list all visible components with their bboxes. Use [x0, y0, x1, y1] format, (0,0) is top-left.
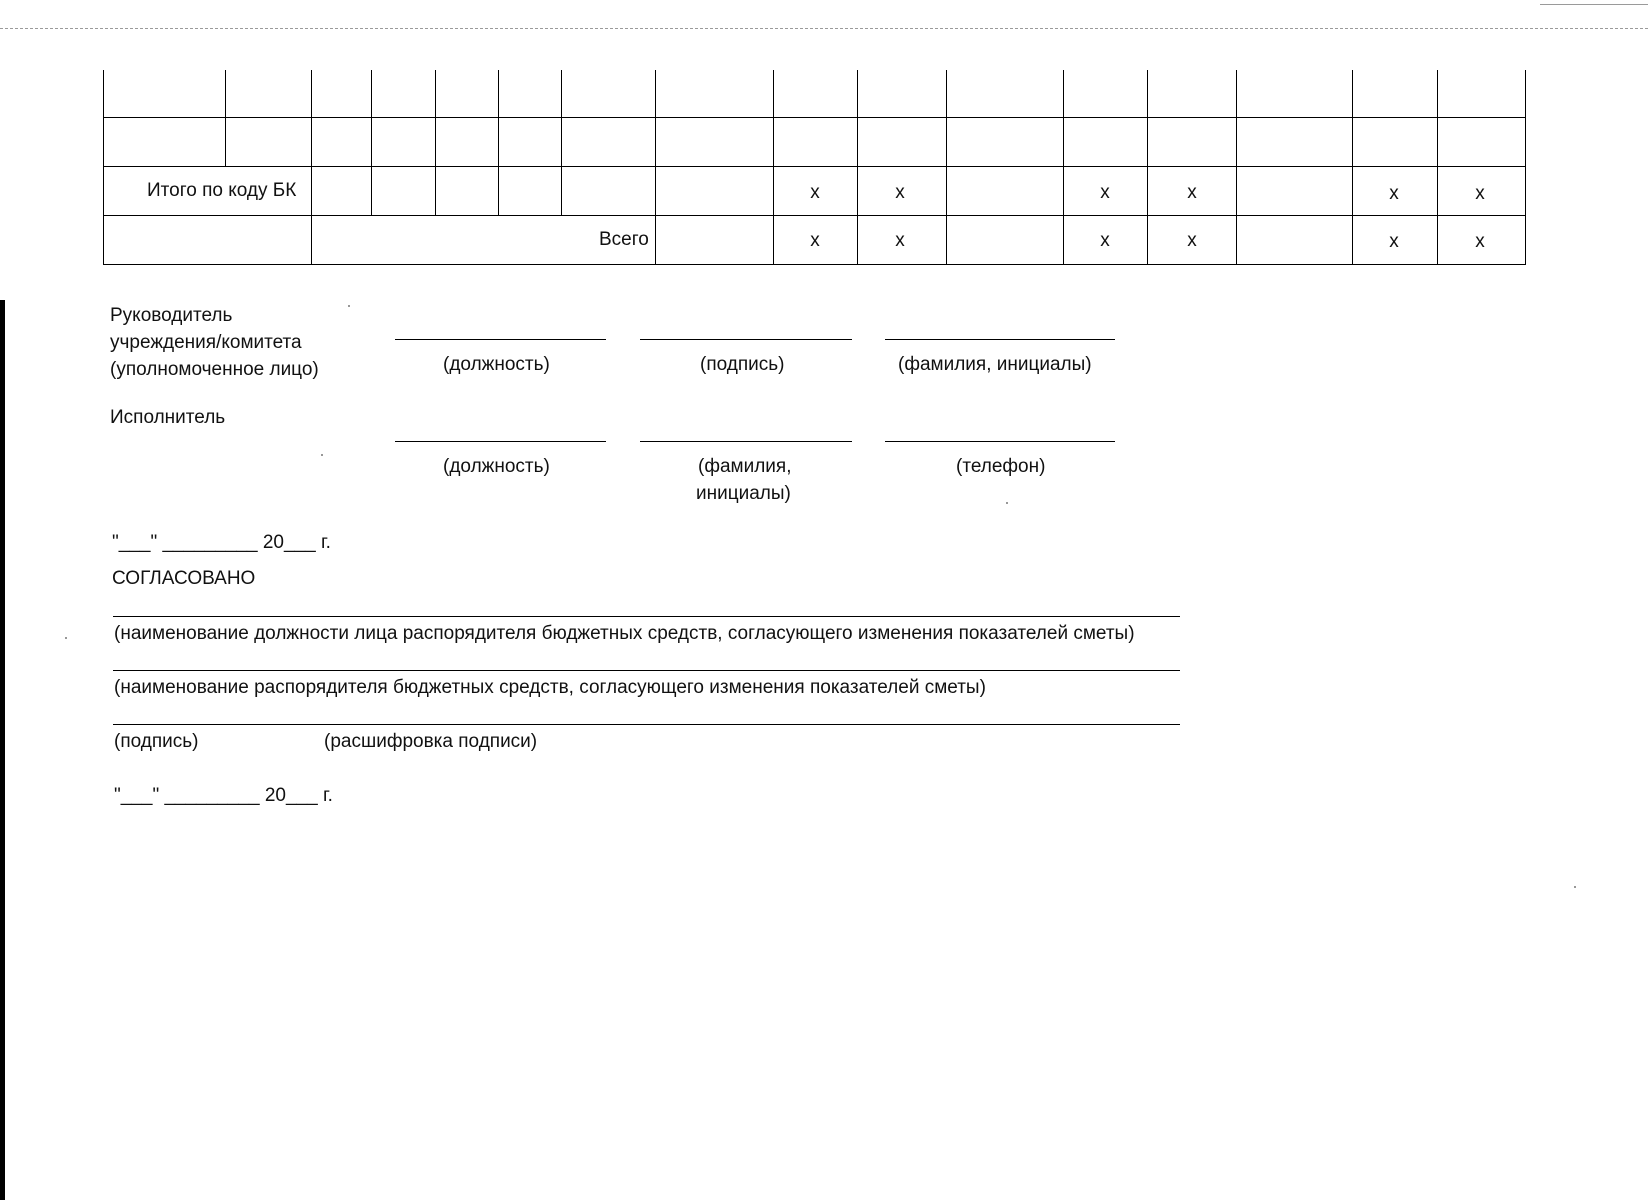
table-col-divider [1063, 70, 1064, 265]
subtotal-x-mark: x [1389, 183, 1399, 204]
table-col-divider [1437, 70, 1438, 265]
table-col-divider [1147, 70, 1148, 265]
head-position-line [395, 339, 606, 340]
subtotal-x-mark: x [1475, 183, 1485, 204]
approval-signature-decoding-caption: (расшифровка подписи) [324, 731, 538, 752]
subtotal-label: Итого по коду БК [147, 180, 297, 201]
scan-speck [348, 305, 350, 307]
scan-artifact-top-line [0, 28, 1648, 29]
table-col-divider [561, 70, 562, 216]
approval-organization-caption: (наименование распорядителя бюджетных средств, согласующего изменения показателей сметы) [114, 677, 986, 698]
approval-signature-line [113, 724, 1180, 725]
scan-speck [65, 637, 67, 639]
table-col-divider [1236, 70, 1237, 265]
approval-official-line [113, 616, 1180, 617]
total-x-mark: x [810, 230, 820, 251]
total-x-mark: x [1389, 231, 1399, 252]
total-x-mark: x [895, 230, 905, 251]
executor-name-caption-line-2: инициалы) [696, 483, 791, 504]
scan-speck [1574, 886, 1576, 888]
table-col-divider [857, 70, 858, 265]
scan-speck [321, 454, 323, 456]
total-x-mark: x [1475, 231, 1485, 252]
table-bottom-border [103, 264, 1526, 265]
scan-artifact-corner-line [1540, 4, 1648, 5]
subtotal-x-mark: x [1100, 182, 1110, 203]
head-position-caption: (должность) [443, 354, 550, 375]
table-col-divider [371, 70, 372, 216]
approval-organization-line [113, 670, 1180, 671]
scan-speck [1006, 502, 1008, 504]
table-col-divider [946, 70, 947, 265]
signature-date-line: "___" _________ 20___ г. [112, 532, 331, 553]
total-x-mark: x [1187, 230, 1197, 251]
head-label-line-1: Руководитель [110, 305, 233, 326]
head-name-caption: (фамилия, инициалы) [898, 354, 1092, 375]
executor-phone-line [885, 441, 1115, 442]
approval-signature-caption: (подпись) [114, 731, 199, 752]
total-x-mark: x [1100, 230, 1110, 251]
table-col-divider [225, 70, 226, 167]
total-label: Всего [599, 229, 649, 250]
head-name-line [885, 339, 1115, 340]
table-row-divider [103, 166, 1526, 167]
table-col-divider [498, 70, 499, 216]
approval-date-line: "___" _________ 20___ г. [114, 785, 333, 806]
table-right-border [1525, 70, 1526, 265]
approval-title: СОГЛАСОВАНО [112, 568, 256, 589]
head-signature-line [640, 339, 852, 340]
table-col-divider [655, 70, 656, 265]
table-col-divider [773, 70, 774, 265]
table-col-divider [435, 70, 436, 216]
executor-position-line [395, 441, 606, 442]
executor-label: Исполнитель [110, 407, 226, 428]
table-col-divider [1352, 70, 1353, 265]
estimate-table [103, 70, 1526, 266]
subtotal-x-mark: x [895, 182, 905, 203]
scan-artifact-left-edge [0, 300, 5, 1200]
table-row-divider [103, 215, 1526, 216]
executor-name-caption-line-1: (фамилия, [698, 456, 792, 477]
subtotal-x-mark: x [1187, 182, 1197, 203]
head-signature-caption: (подпись) [700, 354, 785, 375]
executor-name-line [640, 441, 852, 442]
approval-official-caption: (наименование должности лица распорядителя бюджетных средств, согласующего изменения показателей сметы) [114, 623, 1135, 644]
head-label-line-3: (уполномоченное лицо) [110, 359, 319, 380]
table-left-border [103, 70, 104, 265]
executor-position-caption: (должность) [443, 456, 550, 477]
subtotal-x-mark: x [810, 182, 820, 203]
executor-phone-caption: (телефон) [956, 456, 1046, 477]
table-row-divider [103, 117, 1526, 118]
table-col-divider [311, 70, 312, 265]
head-label-line-2: учреждения/комитета [110, 332, 302, 353]
